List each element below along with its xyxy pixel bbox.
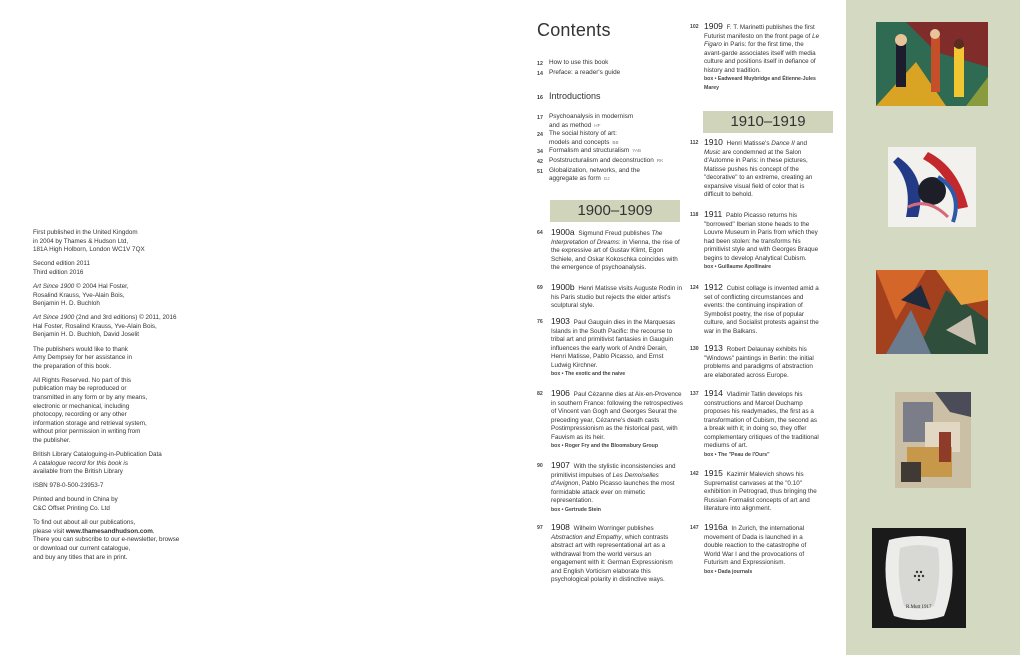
entry-box-note: box • Eadweard Muybridge and Étienne-Jules Marey: [704, 76, 816, 91]
imprint-printer: Printed and bound in China by C&C Offset Printing Co. Ltd: [33, 496, 118, 513]
toc-item[interactable]: 51 Globalization, networks, and the aggregate as form DJ: [537, 166, 640, 183]
urinal-signature: R.Mutt 1917: [906, 605, 932, 610]
page-title: Contents: [537, 20, 611, 40]
entry-page-number: 82: [537, 391, 543, 397]
timeline-entry-1912[interactable]: [690, 283, 822, 336]
artwork-animals: [876, 270, 988, 354]
entry-page-number: 102: [690, 24, 699, 30]
entry-box-note: box • Guillaume Apollinaire: [704, 264, 772, 270]
imprint-copyright-2: Art Since 1900 (2nd and 3rd editions) © 2011, 2016 Hal Foster, Rosalind Krauss, Yve-Alain Bois, Benjamin H. D. Buchloh, David Joselit: [33, 314, 177, 339]
imprint-cip: British Library Cataloguing-in-Publication Data A catalogue record for this book is available from the British Library: [33, 451, 162, 476]
entry-page-number: 142: [690, 471, 699, 477]
entry-box-note: box • The exotic and the naive: [551, 371, 626, 377]
timeline-entry-1911[interactable]: [690, 210, 822, 272]
decade-banner-1900: 1900–1909: [550, 200, 680, 222]
entry-page-number: 64: [537, 230, 543, 236]
timeline-entry-1916a[interactable]: [690, 523, 822, 576]
timeline-entry-1906[interactable]: [537, 389, 683, 451]
toc-front-matter: [537, 59, 677, 78]
entry-text: Pablo Picasso returns his "borrowed" Iberian stone heads to the Louvre Museum in Paris from which they had been stolen: he transforms his primitivist style and with Georges Braque begins to develop Analytical Cubism.: [704, 212, 819, 262]
entry-text: With the stylistic inconsistencies and primitivist impulses of Les Demoiselles d'Avignon, Pablo Picasso launches the most formidable attack ever on mimetic representation.: [551, 463, 676, 504]
entry-text: Kazimir Malevich shows his Suprematist canvases at the "0.10" exhibition in Petrograd, thus bringing the Russian Formalist concepts of art and literature into alignment.: [704, 471, 817, 512]
timeline-entry-1900a[interactable]: [537, 228, 683, 273]
toc-item[interactable]: 12 How to use this book: [537, 59, 609, 67]
entry-text: Vladimir Tatlin develops his constructions and Marcel Duchamp proposes his readymades, the first as a transformation of Cubism, the second as a break with it; in doing so, they offer complementary critiques of the traditional mediums of art.: [704, 391, 819, 449]
entry-year: 1900b: [551, 282, 575, 292]
website-link[interactable]: www.thamesandhudson.com: [65, 527, 153, 535]
toc-item[interactable]: 34 Formalism and structuralism YAB: [537, 147, 642, 156]
timeline-entry-1909[interactable]: [690, 22, 822, 92]
imprint-publisher: First published in the United Kingdom in 2004 by Thames & Hudson Ltd, 181A High Holborn, London WC1V 7QX: [33, 229, 145, 254]
entry-page-number: 69: [537, 285, 543, 291]
entry-page-number: 90: [537, 463, 543, 469]
entry-year: 1908: [551, 522, 570, 532]
toc-introductions: [537, 113, 677, 184]
imprint-copyright-1: Art Since 1900 © 2004 Hal Foster, Rosalind Krauss, Yve-Alain Bois, Benjamin H. D. Buchloh: [33, 282, 129, 308]
entry-year: 1906: [551, 388, 570, 398]
entry-year: 1915: [704, 468, 723, 478]
entry-box-note: box • Roger Fry and the Bloomsbury Group: [551, 443, 659, 449]
timeline-entry-1915[interactable]: [690, 469, 822, 514]
timeline-entry-1908[interactable]: [537, 523, 683, 585]
imprint-editions: Second edition 2011 Third edition 2016: [33, 260, 90, 276]
timeline-entry-1910[interactable]: [690, 138, 822, 200]
entry-text: Paul Gauguin dies in the Marquesas Islands in the South Pacific: the recourse to tribal art and primitivist fantasies in Gauguin influences the early work of André Derain, Henri Matisse, Pablo Picasso, and Ernst Ludwig Kirchner.: [551, 319, 676, 369]
entry-text: In Zurich, the international movement of Dada is launched in a double reaction to the catastrophe of World War I and the provocations of Futurism and Expressionism.: [704, 525, 807, 566]
entry-page-number: 118: [690, 212, 699, 218]
entry-page-number: 147: [690, 525, 699, 531]
entry-year: 1912: [704, 282, 723, 292]
entry-text: Sigmund Freud publishes The Interpretation of Dreams: in Vienna, the rise of the expressive art of Gustav Klimt, Egon Schiele, and Oskar Kokoschka coincides with the emergence of psychoanalysis.: [551, 230, 680, 271]
entry-year: 1914: [704, 388, 723, 398]
entry-year: 1911: [704, 209, 723, 219]
entry-box-note: box • The "Peau de l'Ours": [704, 451, 770, 458]
imprint-rights: All Rights Reserved. No part of this publication may be reproduced or transmitted in any form or by any means, electronic or mechanical, including photocopy, recording or any other information storage and retrieval system, without prior permission in writing from the publisher.: [33, 376, 148, 444]
toc-item[interactable]: 14 Preface: a reader's guide: [537, 68, 621, 77]
entry-text: Paul Cézanne dies at Aix-en-Provence in southern France: following the retrospectives of Vincent van Gogh and Georges Seurat the preceding year, Cézanne's death casts Postimpressionism as the historical past, with Fauvism as its heir.: [551, 391, 683, 441]
timeline-entry-1913[interactable]: [690, 344, 822, 380]
imprint-website: To find out about all our publications, please visit www.thamesandhudson.com. There you can subscribe to our e-newsletter, browse or download our current catalogue, and buy any titles that are in print.: [33, 519, 180, 561]
entry-text: F. T. Marinetti publishes the first Futurist manifesto on the front page of Le Figaro in Paris: for the first time, the avant-garde associates itself with media culture and positions itself in defiance of history and tradition.: [704, 24, 820, 74]
entry-year: 1913: [704, 343, 723, 353]
timeline-entry-1903[interactable]: [537, 317, 683, 379]
timeline-entry-1914[interactable]: [690, 389, 822, 459]
entry-box-note: box • Dada journals: [704, 568, 753, 575]
artwork-expressionist-street: [876, 22, 988, 106]
entry-page-number: 76: [537, 319, 543, 325]
toc-item[interactable]: 42 Poststructuralism and deconstruction RK: [537, 156, 664, 165]
timeline-entry-1907[interactable]: [537, 461, 683, 514]
toc-introductions-heading[interactable]: 16 Introductions: [537, 91, 601, 101]
timeline-entry-1900b[interactable]: [537, 283, 683, 311]
copyright-imprint: [33, 229, 193, 568]
entry-text: Henri Matisse visits Auguste Rodin in his Paris studio but rejects the elder artist's sculptural style.: [551, 285, 682, 309]
entry-year: 1900a: [551, 227, 575, 237]
entry-text: Cubist collage is invented amid a set of conflicting circumstances and events: the continuing inspiration of Symbolist poetry, the rise of popular culture, and Socialist protests against the war in the Balkans.: [704, 285, 819, 335]
entry-page-number: 112: [690, 140, 699, 146]
entry-year: 1907: [551, 460, 570, 470]
entry-year: 1910: [704, 137, 723, 147]
toc-item[interactable]: 17 Psychoanalysis in modernism and as method HF: [537, 113, 634, 129]
entry-page-number: 124: [690, 285, 699, 291]
entry-year: 1903: [551, 316, 570, 326]
entry-text: Henri Matisse's Dance II and Music are condemned at the Salon d'Automne in Paris: in these pictures, Matisse pushes his concept of the "decorative" to an extreme, creating an expansive visual field of color that is difficult to behold.: [704, 140, 813, 198]
entry-page-number: 137: [690, 391, 699, 397]
entry-year: 1916a: [704, 522, 728, 532]
imprint-thanks: The publishers would like to thank Amy Dempsey for her assistance in the preparation of this book.: [33, 345, 133, 370]
artwork-urinal-readymade: [872, 528, 966, 628]
entry-box-note: box • Gertrude Stein: [551, 506, 601, 513]
entry-text: Wilhelm Worringer publishes Abstraction and Empathy, which contrasts abstract art with representational art as a withdrawal from the world versus an engagement with it: German Expressionism and English Vorticism elaborate this psychological polarity in distinctive ways.: [551, 525, 673, 583]
artwork-abstract-figure: [888, 147, 976, 227]
entry-text: Robert Delaunay exhibits his "Windows" paintings in Berlin: the initial problems and paradigms of abstraction are elaborated across Europe.: [704, 346, 814, 379]
entry-year: 1909: [704, 21, 723, 31]
entry-page-number: 97: [537, 525, 543, 531]
toc-item[interactable]: 24 The social history of art: models and concepts BB: [537, 130, 619, 146]
entry-page-number: 130: [690, 346, 699, 352]
imprint-isbn: ISBN 978-0-500-23953-7: [33, 482, 104, 490]
decade-banner-1910: 1910–1919: [703, 111, 833, 133]
artwork-cubist-still-life: [895, 392, 971, 488]
